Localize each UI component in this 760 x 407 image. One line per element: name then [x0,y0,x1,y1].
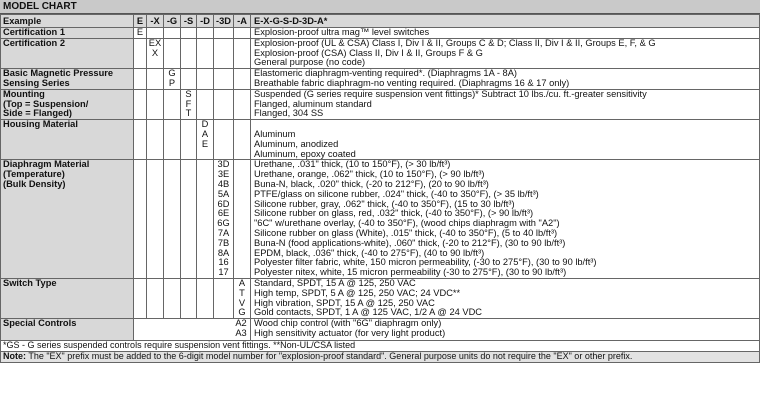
row-description: Wood chip control (with "6G" diaphragm only) High sensitivity actuator (for very light product) [251,319,760,341]
row-special-controls [1,319,760,341]
note-row [1,351,760,362]
code-cell: A T V G [234,278,251,318]
row-description: Elastomeric diaphragm-venting required*. (Diaphragms 1A - 8A) Breathable fabric diaphragm-no venting required. (Diaphragms 16 & 17 only) [251,69,760,90]
code-cell: G P [164,69,181,90]
row-label: Special Controls [1,319,134,341]
code-cell: E [134,28,147,39]
code-cell: 3D 3E 4B 5A 6D 6E 6G 7A 7B 8A 16 17 [214,160,234,279]
header-code: -3D [214,15,234,28]
row-label: Switch Type [1,278,134,318]
header-code: -G [164,15,181,28]
row-switch-type [1,278,760,318]
header-code: E [134,15,147,28]
footnote-row [1,341,760,352]
code-cell: A2 A3 [235,318,247,338]
header-code: -D [197,15,214,28]
row-description: Explosion-proof ultra mag™ level switches [251,28,760,39]
row-certification-2 [1,38,760,68]
header-code: -S [181,15,197,28]
row-mounting [1,89,760,119]
chart-title: MODEL CHART [0,0,760,14]
row-label: Mounting (Top = Suspension/ Side = Flanged) [1,89,134,119]
note [1,351,760,362]
row-label: Certification 2 [1,38,134,68]
header-code: -A [234,15,251,28]
footnote: *GS - G series suspended controls require suspension vent fittings. **Non-UL/CSA listed [1,341,760,352]
code-cell: EX X [147,38,164,68]
row-diaphragm-material [1,160,760,279]
row-description: Explosion-proof (UL & CSA) Class I, Div I & II, Groups C & D; Class II, Div I & II, Groups E, F, & G Explosion-proof (CSA) Class II, Div I & II, Groups F & G General purpose (no code) [251,38,760,68]
row-description: Aluminum Aluminum, anodized Aluminum, epoxy coated [251,120,760,160]
row-housing-material [1,120,760,160]
code-cell: D A E [197,120,214,160]
note-label: Note: [3,351,26,361]
code-cell: S F T [181,89,197,119]
row-basic-sensing-series [1,69,760,90]
header-row [1,15,760,28]
row-label: Diaphragm Material (Temperature) (Bulk Density) [1,160,134,279]
header-label: Example [1,15,134,28]
note-text: The "EX" prefix must be added to the 6-digit model number for "explosion-proof standard". General purpose units do not require the "EX" or other prefix. [26,351,633,361]
row-label: Certification 1 [1,28,134,39]
header-code: -X [147,15,164,28]
model-chart-table [0,14,760,363]
row-certification-1 [1,28,760,39]
row-label: Housing Material [1,120,134,160]
row-description: Standard, SPDT, 15 A @ 125, 250 VAC High temp, SPDT, 5 A @ 125, 250 VAC; 24 VDC** High vibration, SPDT, 15 A @ 125, 250 VAC Gold contacts, SPDT, 1 A @ 125 VAC, 1/2 A @ 24 VDC [251,278,760,318]
header-example: E-X-G-S-D-3D-A* [251,15,760,28]
row-description: Urethane, .031" thick, (10 to 150°F), (> 30 lb/ft³) Urethane, orange, .062" thick, (10 to 150°F), (> 90 lb/ft³) Buna-N, black, .020" thick, (-20 to 212°F), (20 to 90 lb/ft³) PTFE/glass on silicone rubber, .024" thick, (-40 to 350°F), (> 35 lb/ft³) Silicone rubber, gray, .062" thick, (-40 to 350°F), (15 to 30 lb/ft³) Silicone rubber on glass, red, .032" thick, (-40 to 350°F), (> 90 lb/ft³) "6C" w/urethane overlay, (-40 to 350°F), (wood chips diaphragm with "A2") Silicone rubber on glass (White), .015" thick, (-40 to 350°F), (5 to 40 lb/ft³) Buna-N (food applications-white), .060" thick, (-20 to 212°F), (30 to 90 lb/ft³) EPDM, black, .036" thick, (-40 to 275°F), (40 to 90 lb/ft³) Polyester filter fabric, white, 150 micron permeability, (-30 to 275°F), (30 to 90 lb/ft³) Polyester nitex, white, 15 micron permeability (-30 to 275°F), (30 to 90 lb/ft³) [251,160,760,279]
row-label: Basic Magnetic Pressure Sensing Series [1,69,134,90]
row-description: Suspended (G series require suspension vent fittings)* Subtract 10 lbs./cu. ft.-greater sensitivity Flanged, aluminum standard Flanged, 304 SS [251,89,760,119]
